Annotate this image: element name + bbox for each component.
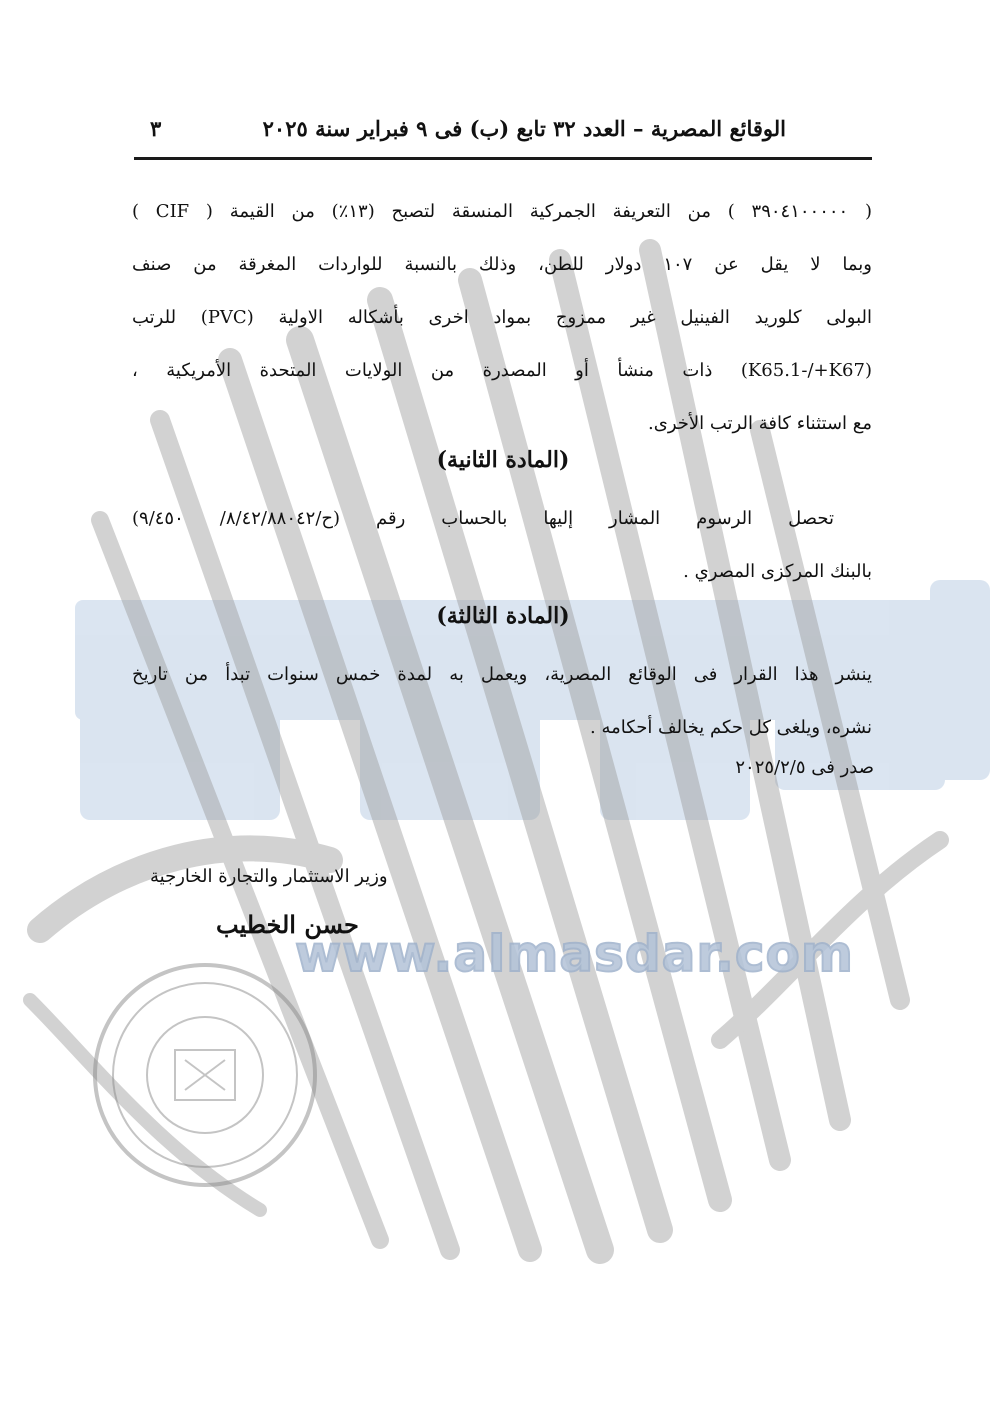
paragraph-line: وبما لا يقل عن ١٠٧ دولار للطن، وذلك بالنسبة للواردات المغرقة من صنف (132, 254, 872, 275)
article-2-body (132, 492, 872, 598)
paragraph-line: نشره، ويلغى كل حكم يخالف أحكامه . (590, 717, 872, 738)
seal-icon (95, 965, 315, 1185)
article-3-body (132, 648, 872, 754)
article-3-heading: (المادة الثالثة) (436, 603, 570, 629)
watermark-site-text: www.almasdar.com (295, 925, 854, 983)
running-header (134, 112, 872, 152)
header-divider (134, 157, 872, 160)
paragraph-tariff (132, 185, 872, 450)
article-2-heading: (المادة الثانية) (436, 447, 570, 473)
paragraph-line: بالبنك المركزى المصري . (683, 561, 872, 582)
paragraph-line: ينشر هذا القرار فى الوقائع المصرية، ويعمل به لمدة خمس سنوات تبدأ من تاريخ (132, 664, 872, 685)
paragraph-line: مع استثناء كافة الرتب الأخرى. (648, 413, 872, 434)
header-title: الوقائع المصرية – العدد ٣٢ تابع (ب) فى ٩ فبراير سنة ٢٠٢٥ (262, 116, 786, 141)
minister-name: حسن الخطيب (216, 910, 359, 939)
page-number: ٣ (150, 116, 162, 141)
issue-date: صدر فى ٢٠٢٥/٢/٥ (735, 757, 874, 778)
paragraph-line: البولى كلوريد الفينيل غير ممزوج بمواد اخرى بأشكاله الاولية (PVC) للرتب (132, 307, 872, 328)
minister-title: وزير الاستثمار والتجارة الخارجية (150, 866, 388, 887)
paragraph-line: ( ٣٩٠٤١٠٠٠٠٠ ) من التعريفة الجمركية المنسقة لتصبح (١٣٪) من القيمة ( CIF ) (132, 201, 873, 222)
paragraph-line: تحصل الرسوم المشار إليها بالحساب رقم (ح/٨/٤٢/٨٨٠٤٢/ ٩/٤٥٠) (132, 508, 834, 529)
paragraph-line: (K65.1-/+K67) ذات منشأ أو المصدرة من الولايات المتحدة الأمريكية ، (132, 360, 872, 381)
